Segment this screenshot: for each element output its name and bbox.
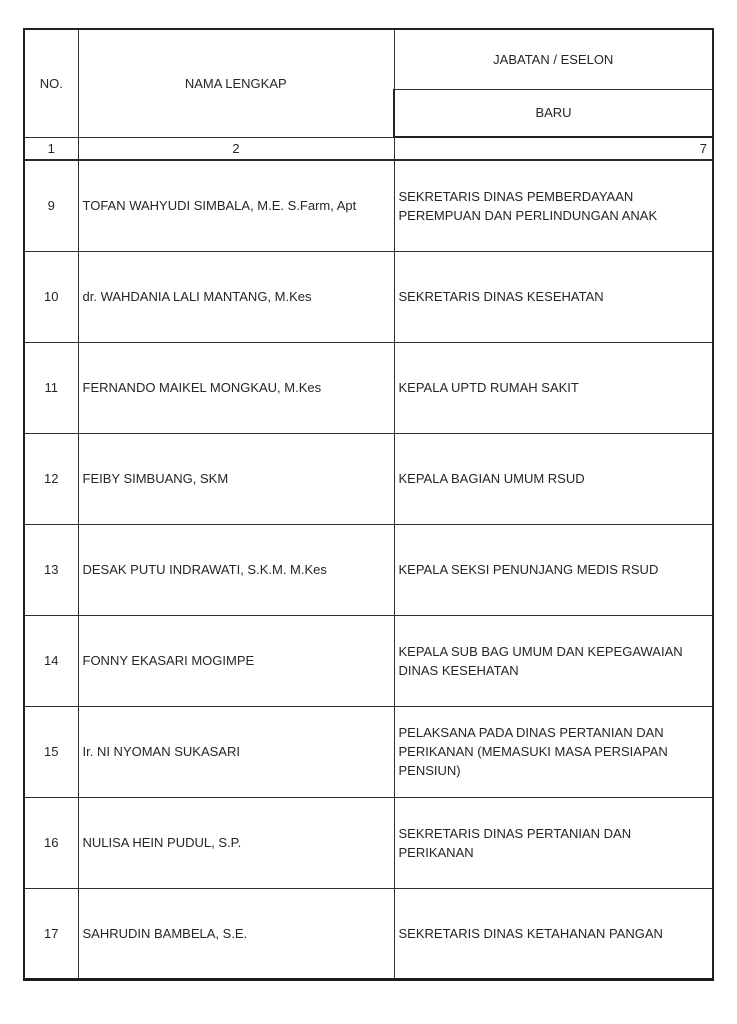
row-position: KEPALA BAGIAN UMUM RSUD [394, 433, 713, 524]
row-name: TOFAN WAHYUDI SIMBALA, M.E. S.Farm, Apt [78, 160, 394, 251]
table-row [24, 433, 713, 524]
row-name: FERNANDO MAIKEL MONGKAU, M.Kes [78, 342, 394, 433]
table-row [24, 888, 713, 979]
row-name: FONNY EKASARI MOGIMPE [78, 615, 394, 706]
row-name: NULISA HEIN PUDUL, S.P. [78, 797, 394, 888]
header-jabatan-eselon: JABATAN / ESELON [394, 29, 713, 89]
row-position: KEPALA UPTD RUMAH SAKIT [394, 342, 713, 433]
row-number: 13 [24, 524, 78, 615]
row-position: SEKRETARIS DINAS PERTANIAN DAN PERIKANAN [394, 797, 713, 888]
table-row [24, 706, 713, 797]
table-row [24, 160, 713, 251]
row-number: 10 [24, 251, 78, 342]
row-number: 15 [24, 706, 78, 797]
header-nama-lengkap: NAMA LENGKAP [78, 29, 394, 137]
row-position: KEPALA SUB BAG UMUM DAN KEPEGAWAIAN DINAS KESEHATAN [394, 615, 713, 706]
row-name: FEIBY SIMBUANG, SKM [78, 433, 394, 524]
row-number: 17 [24, 888, 78, 979]
row-name: Ir. NI NYOMAN SUKASARI [78, 706, 394, 797]
row-number: 12 [24, 433, 78, 524]
table-row [24, 342, 713, 433]
row-position: PELAKSANA PADA DINAS PERTANIAN DAN PERIKANAN (MEMASUKI MASA PERSIAPAN PENSIUN) [394, 706, 713, 797]
header-no: NO. [24, 29, 78, 137]
row-number: 11 [24, 342, 78, 433]
table-row [24, 797, 713, 888]
table-row [24, 524, 713, 615]
table-row [24, 615, 713, 706]
table-row [24, 251, 713, 342]
row-position: SEKRETARIS DINAS KESEHATAN [394, 251, 713, 342]
row-name: dr. WAHDANIA LALI MANTANG, M.Kes [78, 251, 394, 342]
row-number: 16 [24, 797, 78, 888]
personnel-table [23, 28, 714, 981]
row-position: SEKRETARIS DINAS KETAHANAN PANGAN [394, 888, 713, 979]
column-number-position: 7 [394, 137, 713, 160]
row-number: 9 [24, 160, 78, 251]
row-position: SEKRETARIS DINAS PEMBERDAYAAN PEREMPUAN DAN PERLINDUNGAN ANAK [394, 160, 713, 251]
row-name: DESAK PUTU INDRAWATI, S.K.M. M.Kes [78, 524, 394, 615]
row-number: 14 [24, 615, 78, 706]
row-position: KEPALA SEKSI PENUNJANG MEDIS RSUD [394, 524, 713, 615]
header-baru: BARU [394, 89, 713, 137]
column-number-no: 1 [24, 137, 78, 160]
row-name: SAHRUDIN BAMBELA, S.E. [78, 888, 394, 979]
column-number-name: 2 [78, 137, 394, 160]
